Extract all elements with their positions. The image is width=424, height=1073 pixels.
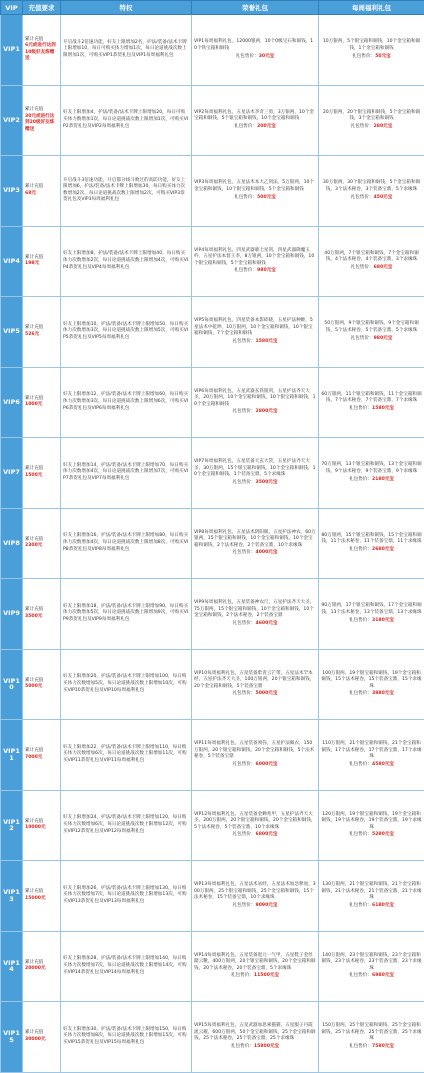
privilege-text: 好友上限增加20，护法/装备/法术卡牌上限增加100，每日购买体力次数增加5次，每日论道挑战次数上限增加10次，可购买VIP10恭贺礼包及VIP10每周福利礼包 (63, 674, 189, 694)
vip-level (1, 367, 23, 438)
gift-cell (192, 367, 319, 438)
privilege-text: 好友上限增加10，护法/装备/法术卡牌上限增加50，每日购买体力次数增加3次，每日论道挑战次数上限增加5次，可购买VIP5恭贺礼包及VIP5每周福利礼包 (63, 322, 189, 342)
requirement-cell (23, 861, 61, 932)
gift-price-line (194, 124, 316, 131)
gift-price-label: 礼包售价： (233, 691, 256, 696)
vip-level-label: VIP3 (3, 186, 20, 194)
gift-price: 11500元宝 (254, 973, 279, 978)
privilege-text: 好友上限增加4，护法/装备/法术卡牌上限增加20，每日可购买体力数增加1次，每日论道挑战次数上限增加1次，可购买VIP2恭贺礼包及VIP2每周福利礼包 (63, 110, 189, 130)
vip-level (1, 508, 23, 579)
weekly-contents: 60万银两，11个银宝箱和铜钱，11个金宝箱和铜钱，7个法术秘卷，7个装备宝鼎，7个求缘珠 (321, 392, 422, 405)
privilege-cell (61, 367, 192, 438)
weekly-contents: 50万银两，9个银宝箱和铜钱，9个金宝箱和铜钱，5个法术秘卷，5个装备宝鼎，5个求缘珠 (321, 321, 422, 334)
weekly-price-line (321, 124, 422, 131)
vip-level (1, 156, 23, 227)
privilege-cell (61, 649, 192, 720)
weekly-contents: 20万银两，20个银宝箱和铜钱，5个金宝箱和铜钱，3个金宝箱和铜钱 (321, 110, 422, 123)
table-row (1, 438, 424, 509)
privilege-cell (61, 790, 192, 861)
gift-price: 15800元宝 (254, 1044, 279, 1049)
weekly-cell (319, 861, 424, 932)
gift-price-line (194, 54, 316, 61)
privilege-text: 好友上限增加12，护法/装备/法术卡牌上限增加60，每日购买体力次数增加3次，每日论道挑战次数上限增加6次，可购买VIP6恭贺礼包及VIP6每周福利礼包 (63, 392, 189, 412)
requirement-amount: 2300元 (25, 543, 58, 550)
weekly-contents: 140万银两，23个银宝箱和铜钱，23个金宝箱和铜钱，23个法术秘卷，23个装备宝鼎，23个求缘珠 (321, 953, 422, 973)
vip-level (1, 931, 23, 1002)
gift-contents: VIP12每周福利礼包，五星装备金蝉兆甲，五星护法齐天大圣，200万银两，20个银宝箱和铜钱，20个金宝箱和铜钱，5个法术秘卷，5个装备宝鼎，10个求缘珠 (194, 812, 316, 832)
header-requirement: 充值要求 (23, 1, 61, 15)
weekly-price-line (321, 477, 422, 484)
privilege-text: 好友上限增加26，护法/装备/法术卡牌上限增加130，每日购买体力次数增加7次，每日论道挑战次数上限增加13次，可购买VIP13恭贺礼包及VIP13每周福利礼包 (63, 886, 189, 906)
vip-level (1, 649, 23, 720)
table-body (1, 15, 424, 1073)
gift-contents: VIP3每周福利礼包，五星法术本大乙剑法，5万银两，10个金宝箱和铜钱，10个银宝箱和铜钱，5个金宝箱和铜钱 (194, 180, 316, 193)
requirement-label: 累计充值 (25, 607, 58, 614)
weekly-cell (319, 156, 424, 227)
table-row (1, 720, 424, 791)
weekly-cell (319, 649, 424, 720)
requirement-label: 累计充值 (25, 325, 58, 332)
gift-price-label: 礼包售价： (231, 1044, 254, 1049)
table-row (1, 790, 424, 861)
weekly-contents: 100万银两，19个银宝箱和铜钱，19个金宝箱和铜钱，15个法术秘卷，15个装备宝鼎，15个求缘珠 (321, 671, 422, 691)
weekly-cell (319, 226, 424, 297)
privilege-text: 好友上限增加24，护法/装备/法术卡牌上限增加120，每日购买体力次数增加6次，每日论道挑战次数上限增加12次，可购买VIP12恭贺礼包及VIP12每周福利礼包 (63, 815, 189, 835)
gift-contents: VIP10每周福利礼包，五星装备紫青云芒带，五星法术罕本经，五星护法齐天大圣，100万银两，20个银宝箱和铜钱，20个金宝箱和铜钱，5个装备宝鼎 (194, 671, 316, 691)
privilege-cell (61, 226, 192, 297)
gift-price: 1580元宝 (256, 339, 278, 344)
header-gift: 荣誉礼包 (192, 1, 319, 15)
gift-price-label: 礼包售价： (233, 762, 256, 767)
table-row (1, 85, 424, 156)
weekly-price-label: 礼包售价： (352, 54, 375, 59)
requirement-amount: 5000元 (25, 684, 58, 691)
requirement-amount: 30元或进行达到20级好友炼赠送 (25, 114, 58, 134)
gift-cell (192, 508, 319, 579)
weekly-price-line (321, 54, 422, 61)
vip-level (1, 297, 23, 368)
gift-price: 4600元宝 (256, 621, 278, 626)
weekly-price-line (321, 973, 422, 980)
weekly-price: 50元宝 (375, 54, 391, 59)
requirement-amount: 68元 (25, 191, 58, 198)
vip-level (1, 720, 23, 791)
gift-price-label: 礼包售价： (236, 54, 259, 59)
requirement-amount: 3500元 (25, 614, 58, 621)
privilege-cell (61, 85, 192, 156)
requirement-cell (23, 15, 61, 86)
gift-price-line (194, 903, 316, 910)
weekly-price-line (321, 903, 422, 910)
gift-price: 200元宝 (257, 124, 276, 129)
weekly-price-line (321, 406, 422, 413)
gift-cell (192, 790, 319, 861)
header-vip: VIP (1, 1, 23, 15)
weekly-price: 6180元宝 (372, 903, 394, 908)
privilege-text: 好友上限增加28，护法/装备/法术卡牌上限增加140，每日购买体力次数增加7次，每日论道挑战次数上限增加14次，可购买VIP14恭贺礼包及VIP14每周福利礼包 (63, 956, 189, 976)
vip-level-label: VIP14 (3, 959, 20, 974)
requirement-cell (23, 367, 61, 438)
gift-contents: VIP9每周福利礼包，五星装备神农尺，五星护法齐天大圣，75万银两，15个银宝箱和铜钱，10个金宝箱和铜钱，10个金宝箱和铜钱，2个法术秘卷，2个装备宝鼎 (194, 600, 316, 620)
privilege-text: 好友上限增加30，护法/装备/法术卡牌上限增加150，每日购买体力次数增加8次，每日论道挑战次数上限增加15次，可购买VIP15恭贺礼包及VIP15每周福利礼包 (63, 1027, 189, 1047)
gift-price-label: 礼包售价： (234, 124, 257, 129)
requirement-label: 累计充值 (25, 537, 58, 544)
requirement-cell (23, 1002, 61, 1073)
requirement-cell (23, 156, 61, 227)
weekly-cell (319, 508, 424, 579)
gift-cell (192, 931, 319, 1002)
gift-price-line (194, 621, 316, 628)
weekly-price-line (321, 618, 422, 625)
weekly-price-label: 礼包售价： (351, 195, 374, 200)
requirement-label: 累计充值 (25, 107, 58, 114)
vip-level-label: VIP10 (3, 677, 20, 692)
gift-cell (192, 1002, 319, 1073)
vip-level (1, 15, 23, 86)
requirement-amount: 7000元 (25, 755, 58, 762)
weekly-cell (319, 579, 424, 650)
privilege-text: 好友上限增加14，护法/装备/法术卡牌上限增加70，每日购买体力次数增加4次，每日论道挑战次数上限增加7次，可购买VIP7恭贺礼包及VIP7每周福利礼包 (63, 463, 189, 483)
weekly-cell (319, 297, 424, 368)
requirement-label: 累计充值 (25, 960, 58, 967)
weekly-price-label: 礼包售价： (349, 618, 372, 623)
table-row (1, 226, 424, 297)
requirement-cell (23, 297, 61, 368)
vip-level (1, 226, 23, 297)
vip-level (1, 579, 23, 650)
gift-cell (192, 438, 319, 509)
privilege-text: 好友上限增加18，护法/装备/法术卡牌上限增加90，每日购买体力次数增加5次，每日论道挑战次数上限增加9次，可购买VIP9恭贺礼包及VIP9每周福利礼包 (63, 604, 189, 624)
table-row (1, 1002, 424, 1073)
privilege-cell (61, 1002, 192, 1073)
privilege-cell (61, 156, 192, 227)
privilege-text: 好友上限增加16，护法/装备/法术卡牌上限增加80，每日购买体力次数增加4次，每日论道挑战次数上限增加8次，可购买VIP8恭贺礼包及VIP8每周福利礼包 (63, 533, 189, 553)
weekly-cell (319, 1002, 424, 1073)
weekly-price: 3880元宝 (372, 691, 394, 696)
privilege-text: 开启战斗3倍速功能，开启都分线斗败过的高防功能，好友上限增加6，护法/装备/法术卡牌上限增加30，每日购买体力次数增加2次，每日论道挑战次数上限增加2次，可购买VIP3恭贺礼包及VIP3每周福利礼包 (63, 178, 189, 204)
vip-level-label: VIP4 (3, 257, 20, 265)
requirement-amount: 10000元 (25, 825, 58, 832)
gift-price-line (194, 550, 316, 557)
weekly-contents: 80万银两，15个银宝箱和铜钱，15个金宝箱和铜钱，11个法术秘卷，11个装备宝鼎，11个求缘珠 (321, 533, 422, 546)
weekly-cell (319, 790, 424, 861)
table-row (1, 367, 424, 438)
weekly-price-label: 礼包售价： (351, 124, 374, 129)
requirement-label: 累计充值 (25, 819, 58, 826)
table-row (1, 649, 424, 720)
weekly-price-label: 礼包售价： (349, 406, 372, 411)
vip-level-label: VIP15 (3, 1029, 20, 1044)
weekly-price: 6980元宝 (372, 973, 394, 978)
header-privilege: 特权 (61, 1, 192, 15)
privilege-text: 好友上限增加8，护法/装备/法术卡牌上限增加40，每日购买体力次数增加2次，每日论道挑战次数上限增加4次，可购买VIP4恭贺礼包及VIP4每周福利礼包 (63, 251, 189, 271)
requirement-amount: 1500元 (25, 473, 58, 480)
weekly-contents: 150万银两，25个银宝箱和铜钱，25个金宝箱和铜钱，25个法术秘卷，25个装备宝鼎，25个求缘珠 (321, 1023, 422, 1043)
table-row (1, 931, 424, 1002)
weekly-price-label: 礼包售价： (349, 547, 372, 552)
gift-contents: VIP15每周福利礼包，五星武器加思索猫猫，五星服子丹霞流云履，600万银两，50个金宝箱和铜钱，25个金宝箱和铜钱，25个法术秘卷，25个装备宝鼎，25个求缘珠 (194, 1023, 316, 1043)
requirement-amount: 30000元 (25, 1037, 58, 1044)
requirement-amount: 1000元 (25, 402, 58, 409)
gift-contents: VIP13每周福利礼包，五星法术易经，五星法术加急释放，300万银两，25个银宝箱和铜钱，25个金宝箱和铜钱，15个法术秘卷，15个装备宝鼎，10个求缘珠 (194, 882, 316, 902)
vip-level-label: VIP2 (3, 116, 20, 124)
gift-cell (192, 720, 319, 791)
vip-level-label: VIP6 (3, 398, 20, 406)
weekly-price-label: 礼包售价： (349, 1044, 372, 1049)
gift-price-label: 礼包售价： (233, 409, 256, 414)
vip-level (1, 85, 23, 156)
gift-cell (192, 15, 319, 86)
weekly-price: 7580元宝 (372, 1044, 394, 1049)
weekly-price-label: 礼包售价： (349, 903, 372, 908)
requirement-label: 累计充值 (25, 184, 58, 191)
requirement-cell (23, 931, 61, 1002)
weekly-price-line (321, 762, 422, 769)
vip-level (1, 861, 23, 932)
gift-price: 6000元宝 (256, 762, 278, 767)
weekly-contents: 130万银两，21个银宝箱和铜钱，21个金宝箱和铜钱，21个法术秘卷，21个装备宝鼎，21个求缘珠 (321, 882, 422, 902)
gift-price-label: 礼包售价： (233, 480, 256, 485)
gift-cell (192, 861, 319, 932)
header-weekly: 每周福利礼包 (319, 1, 424, 15)
weekly-contents: 10万银两，5个银宝箱和铜钱，10个金宝箱和铜钱，1个金宝箱和铜钱 (321, 39, 422, 52)
weekly-price-line (321, 1044, 422, 1051)
gift-price: 5000元宝 (256, 691, 278, 696)
gift-price-line (194, 409, 316, 416)
weekly-price: 980元宝 (374, 336, 393, 341)
weekly-price: 1580元宝 (372, 406, 394, 411)
privilege-cell (61, 720, 192, 791)
weekly-price-line (321, 265, 422, 272)
requirement-label: 累计充值 (25, 37, 58, 44)
requirement-cell (23, 579, 61, 650)
gift-price-line (194, 268, 316, 275)
table-header-row (1, 1, 424, 15)
vip-level (1, 790, 23, 861)
privilege-text: 好友上限增加22，护法/装备/法术卡牌上限增加110，每日购买体力次数增加6次，每日论道挑战次数上限增加11次，可购买VIP11恭贺礼包及VIP11每周福利礼包 (63, 745, 189, 765)
gift-contents: VIP2每周福利礼包，五星法术李奇三剪，3万银两，10个金宝箱和铜钱，5个银宝箱和铜钱，10个金宝箱和铜钱 (194, 110, 316, 123)
weekly-price-label: 礼包售价： (349, 832, 372, 837)
gift-price-label: 礼包售价： (233, 550, 256, 555)
weekly-price-label: 礼包售价： (349, 691, 372, 696)
weekly-price: 4580元宝 (372, 762, 394, 767)
table-row (1, 861, 424, 932)
gift-price: 980元宝 (257, 268, 276, 273)
vip-level-label: VIP13 (3, 888, 20, 903)
requirement-amount: 6元或进行达到10级好友炼赠送 (25, 43, 58, 63)
gift-price: 30元宝 (259, 54, 275, 59)
gift-price-line (194, 480, 316, 487)
weekly-cell (319, 720, 424, 791)
weekly-contents: 90万银两，17个银宝箱和铜钱，17个金宝箱和铜钱，13个法术秘卷，13个装备宝鼎，13个求缘珠 (321, 603, 422, 616)
gift-price-label: 礼包售价： (233, 621, 256, 626)
gift-price-label: 礼包售价： (234, 195, 257, 200)
gift-price-line (194, 973, 316, 980)
vip-level-label: VIP8 (3, 539, 20, 547)
vip-level-label: VIP1 (3, 45, 20, 53)
gift-price-line (194, 195, 316, 202)
gift-contents: VIP7每周福利礼包，五星装备天玄大袋，五星护法齐天大圣，30万银两，15个银宝箱和铜钱，10个金宝箱和铜钱，10个金宝箱和铜钱，1个装备宝鼎，5个求缘珠 (194, 459, 316, 479)
gift-contents: VIP1每周福利礼包，12000银两，10个0级宝石和铜钱、10个铁宝箱和铜钱 (194, 39, 316, 52)
table-row (1, 15, 424, 86)
requirement-cell (23, 508, 61, 579)
privilege-cell (61, 15, 192, 86)
privilege-cell (61, 508, 192, 579)
vip-level-label: VIP5 (3, 327, 20, 335)
requirement-label: 累计充值 (25, 678, 58, 685)
gift-contents: VIP6每周福利礼包，五星武器玄铁银剑，五星护法齐天大圣，20万银两，10个金宝箱和铜钱，10个银宝箱和铜钱，10个金宝箱和铜钱 (194, 389, 316, 409)
weekly-contents: 30万银两，30个银宝箱和铜钱，5个金宝箱和铜钱，3个法术秘卷，3个装备宝鼎，5个求缘珠 (321, 180, 422, 193)
weekly-contents: 110万银两，21个银宝箱和铜钱，21个金宝箱和铜钱，17个法术秘卷，17个装备宝鼎，17个求缘珠 (321, 741, 422, 761)
gift-price-label: 礼包售价： (234, 268, 257, 273)
weekly-cell (319, 367, 424, 438)
gift-contents: VIP5每周福利礼包，四星装备本影碎晓，五星护法种姬，5星法术中乾坤，10万银两，10个金宝箱和铜钱，10个银宝箱和铜钱，7个金宝箱和铜钱 (194, 318, 316, 338)
table-row (1, 297, 424, 368)
gift-price-line (194, 1044, 316, 1051)
weekly-cell (319, 85, 424, 156)
requirement-label: 累计充值 (25, 396, 58, 403)
weekly-price: 280元宝 (374, 124, 393, 129)
gift-price-line (194, 832, 316, 839)
privilege-cell (61, 579, 192, 650)
gift-cell (192, 579, 319, 650)
weekly-price: 2680元宝 (372, 547, 394, 552)
weekly-contents: 70万银两，13个银宝箱和铜钱，13个金宝箱和铜钱，9个法术秘卷，9个装备宝鼎，9个求缘珠 (321, 462, 422, 475)
requirement-cell (23, 790, 61, 861)
gift-cell (192, 226, 319, 297)
requirement-label: 累计充值 (25, 466, 58, 473)
gift-cell (192, 85, 319, 156)
gift-price-label: 礼包售价： (233, 339, 256, 344)
weekly-price-line (321, 832, 422, 839)
gift-price-line (194, 339, 316, 346)
gift-price: 6800元宝 (256, 832, 278, 837)
gift-price: 4000元宝 (256, 550, 278, 555)
requirement-amount: 198元 (25, 261, 58, 268)
weekly-price: 3180元宝 (372, 618, 394, 623)
gift-contents: VIP4每周福利礼包，四星武器鹿七星剑，四星武器降魔玉杵，五星护法本督王李，8万银两，10个金宝箱和铜钱，10个银宝箱和铜钱，5个金宝箱和铜钱 (194, 248, 316, 268)
table-row (1, 579, 424, 650)
gift-price: 2800元宝 (256, 409, 278, 414)
requirement-label: 累计充值 (25, 1030, 58, 1037)
requirement-label: 累计充值 (25, 255, 58, 262)
vip-level-label: VIP12 (3, 818, 20, 833)
requirement-amount: 526元 (25, 332, 58, 339)
gift-cell (192, 649, 319, 720)
requirement-amount: 20000元 (25, 966, 58, 973)
weekly-contents: 40万银两，7个银宝箱和铜钱，7个金宝箱和铜钱，4个法术秘卷，4个装备宝鼎，3个求缘珠 (321, 251, 422, 264)
table-row (1, 508, 424, 579)
requirement-label: 累计充值 (25, 889, 58, 896)
requirement-amount: 15000元 (25, 896, 58, 903)
weekly-cell (319, 438, 424, 509)
gift-price-line (194, 762, 316, 769)
gift-contents: VIP14每周福利礼包，五星装备混元一气甲，五星鞋子金丝踏云靴，400万银两，20个银宝箱和铜钱，20个金宝箱和铜钱，20个法术秘卷，20个装备宝鼎，5个求缘珠 (194, 953, 316, 973)
requirement-cell (23, 720, 61, 791)
privilege-cell (61, 861, 192, 932)
privilege-text: 开启战斗2倍速功能，好友上限增加2名，护法/装备/法术卡牌上限增加10，每日可购买体力增加1次，每日论道挑战次数上限增加1次，可购买VIP1恭贺礼包及VIP1每周福利礼包 (63, 40, 189, 60)
weekly-price-line (321, 336, 422, 343)
weekly-price-label: 礼包售价： (349, 973, 372, 978)
gift-price-label: 礼包售价： (233, 903, 256, 908)
weekly-price: 5280元宝 (372, 832, 394, 837)
gift-price-label: 礼包售价： (233, 832, 256, 837)
privilege-cell (61, 931, 192, 1002)
requirement-label: 累计充值 (25, 748, 58, 755)
gift-price: 500元宝 (257, 195, 276, 200)
gift-cell (192, 156, 319, 227)
table-row (1, 156, 424, 227)
requirement-cell (23, 649, 61, 720)
gift-price: 3500元宝 (256, 480, 278, 485)
gift-cell (192, 297, 319, 368)
gift-price-label: 礼包售价： (231, 973, 254, 978)
weekly-price-line (321, 195, 422, 202)
weekly-price-label: 礼包售价： (349, 762, 372, 767)
weekly-price-line (321, 547, 422, 554)
gift-price-line (194, 691, 316, 698)
weekly-price-label: 礼包售价： (349, 477, 372, 482)
weekly-price: 2180元宝 (372, 477, 394, 482)
requirement-cell (23, 438, 61, 509)
weekly-price-label: 礼包售价： (351, 265, 374, 270)
weekly-price-label: 礼包售价： (351, 336, 374, 341)
vip-level (1, 1002, 23, 1073)
vip-level-label: VIP9 (3, 609, 20, 617)
vip-level-label: VIP11 (3, 747, 20, 762)
weekly-price-line (321, 691, 422, 698)
gift-contents: VIP11每周福利礼包，五星装备须弥，五星护法佩衣，150万银两，20个银宝箱和铜钱，20个金宝箱和铜钱，5个法术秘卷，5个装备宝鼎 (194, 741, 316, 761)
requirement-cell (23, 85, 61, 156)
privilege-cell (61, 438, 192, 509)
requirement-cell (23, 226, 61, 297)
weekly-contents: 120万银两，19个银宝箱和铜钱，19个金宝箱和铜钱，19个法术秘卷，19个装备宝鼎，19个求缘珠 (321, 812, 422, 832)
gift-contents: VIP8每周福利礼包，五星法术阴阳眼，五星护法神农，60万银两，15个银宝箱和铜钱，10个金宝箱和铜钱，10个金宝箱和铜钱，2个法术秘卷，2个装备宝鼎，10个求缘珠 (194, 530, 316, 550)
privilege-cell (61, 297, 192, 368)
weekly-cell (319, 15, 424, 86)
vip-level-label: VIP7 (3, 468, 20, 476)
weekly-price: 450元宝 (374, 195, 393, 200)
gift-price: 9090元宝 (256, 903, 278, 908)
weekly-cell (319, 931, 424, 1002)
vip-level (1, 438, 23, 509)
weekly-price: 680元宝 (374, 265, 393, 270)
